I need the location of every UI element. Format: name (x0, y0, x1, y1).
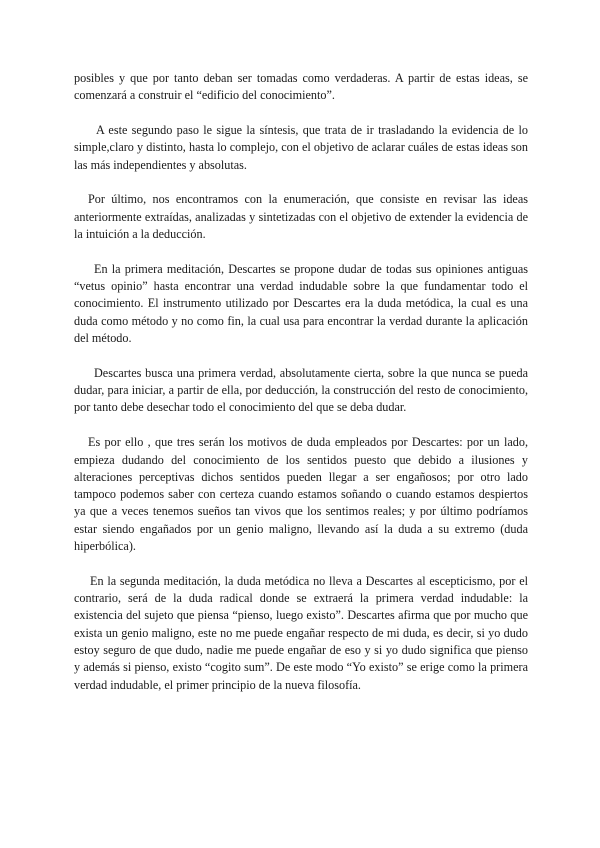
paragraph-5: Descartes busca una primera verdad, absolutamente cierta, sobre la que nunca se pueda dudar, para iniciar, a partir de ella, por deducción, la construcción del resto de conocimiento, por tanto debe desechar todo el conocimiento del que se deba dudar. (74, 365, 528, 415)
paragraph-7: En la segunda meditación, la duda metódica no lleva a Descartes al escepticismo, por el contrario, será de la duda radical donde se extraerá la primera verdad indudable: la existencia del sujeto que piensa “pienso, luego existo”. Descartes afirma que por mucho que exista un genio maligno, este no me puede engañar respecto de mi duda, es decir, si yo dudo estoy seguro de que dudo, nadie me puede engañar de eso y si yo dudo significa que pienso y además si pienso, existo “cogito sum”. De este modo “Yo existo” se erige como la primera verdad indudable, el primer principio de la nueva filosofía. (74, 573, 528, 692)
paragraph-4: En la primera meditación, Descartes se propone dudar de todas sus opiniones antiguas “vetus opinio” hasta encontrar una verdad indudable sobre la que fundamentar todo el conocimiento. El instrumento utilizado por Descartes era la duda metódica, la cual es una duda como método y no como fin, la cual usa para encontrar la verdad durante la aplicación del método. (74, 261, 528, 346)
paragraph-3: Por último, nos encontramos con la enumeración, que consiste en revisar las ideas anteriormente extraídas, analizadas y sintetizadas con el objetivo de extender la evidencia de la intuición a la deducción. (74, 192, 528, 242)
paragraph-6: Es por ello , que tres serán los motivos de duda empleados por Descartes: por un lado, empieza dudando del conocimiento de los sentidos puesto que debido a ilusiones y alteraciones perceptivas dichos sentidos pueden llegar a ser engañosos; por otro lado tampoco podemos saber con certeza cuando estamos soñando o cuando estamos despiertos ya que a veces tenemos sueños tan vivos que los sentimos reales; y por último podríamos estar siendo engañados por un genio maligno, llevando así la duda a su extremo (duda hiperbólica). (74, 435, 528, 554)
paragraph-2: A este segundo paso le sigue la síntesis, que trata de ir trasladando la evidencia de lo simple,claro y distinto, hasta lo complejo, con el objetivo de aclarar cuáles de estas ideas son las más independientes y absolutas. (74, 123, 528, 172)
document-body (74, 70, 528, 711)
paragraph-1: posibles y que por tanto deban ser tomadas como verdaderas. A partir de estas ideas, se comenzará a construir el “edificio del conocimiento”. (74, 71, 528, 103)
